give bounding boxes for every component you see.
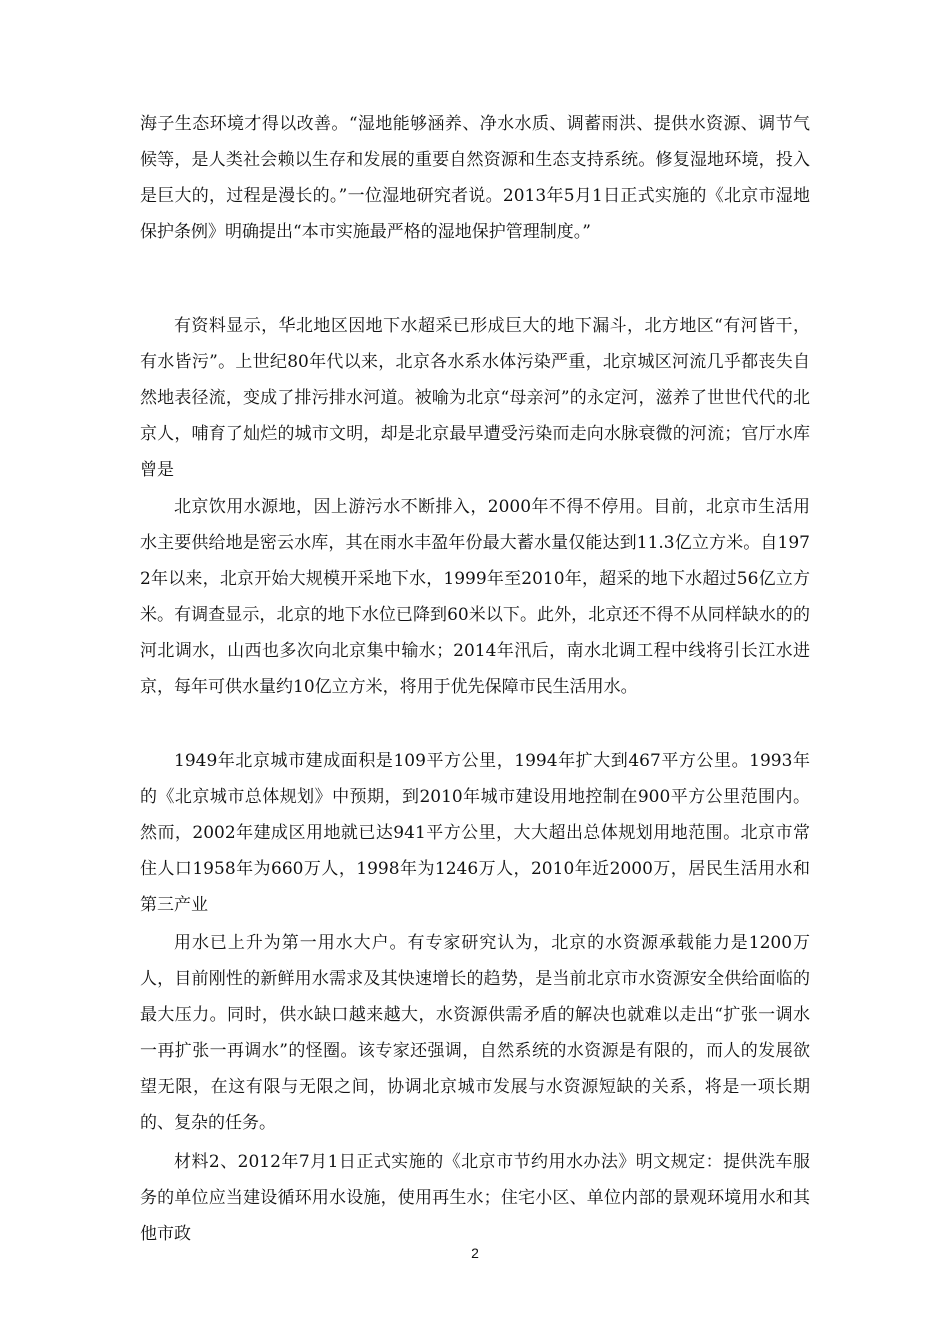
paragraph-wetland: 海子生态环境才得以改善。“湿地能够涵养、净水水质、调蓄雨洪、提供水资源、调节气候等，是人类社会赖以生存和发展的重要自然资源和生态支持系统。修复湿地环境，投入是巨大的，过程是漫长的。”一位湿地研究者说。2013年5月1日正式实施的《北京市湿地保护条例》明确提出“本市实施最严格的湿地保护管理制度。” [140,114,810,242]
page-number: 2 [471,1245,479,1261]
paragraph-material-2: 材料2、2012年7月1日正式实施的《北京市节约用水办法》明文规定：提供洗车服务的单位应当建设循环用水设施，使用再生水；住宅小区、单位内部的景观环境用水和其他市政 [140,1152,810,1244]
paragraph-capacity: 用水已上升为第一用水大户。有专家研究认为，北京的水资源承载能力是1200万人，目前刚性的新鲜用水需求及其快速增长的趋势，是当前北京市水资源安全供给面临的最大压力。同时，供水缺口越来越大，水资源供需矛盾的解决也就难以走出“扩张一调水一再扩张一再调水”的怪圈。该专家还强调，自然系统的水资源是有限的，而人的发展欲望无限，在这有限与无限之间，协调北京城市发展与水资源短缺的关系，将是一项长期的、复杂的任务。 [140,933,810,1133]
paragraph-water-supply: 北京饮用水源地，因上游污水不断排入，2000年不得不停用。目前，北京市生活用水主要供给地是密云水库，其在雨水丰盈年份最大蓄水量仅能达到11.3亿立方米。自1972年以来，北京开始大规模开采地下水，1999年至2010年，超采的地下水超过56亿立方米。有调查显示，北京的地下水位已降到60米以下。此外，北京还不得不从同样缺水的的河北调水，山西也多次向北京集中输水；2014年汛后，南水北调工程中线将引长江水进京，每年可供水量约10亿立方米，将用于优先保障市民生活用水。 [140,497,810,697]
paragraph-urban-growth: 1949年北京城市建成面积是109平方公里，1994年扩大到467平方公里。1993年的《北京城市总体规划》中预期，到2010年城市建设用地控制在900平方公里范围内。然而，2002年建成区用地就已达941平方公里，大大超出总体规划用地范围。北京市常住人口1958年为660万人，1998年为1246万人，2010年近2000万，居民生活用水和第三产业 [140,751,810,915]
paragraph-groundwater: 有资料显示，华北地区因地下水超采已形成巨大的地下漏斗，北方地区“有河皆干，有水皆污”。上世纪80年代以来，北京各水系水体污染严重，北京城区河流几乎都丧失自然地表径流，变成了排污排水河道。被喻为北京“母亲河”的永定河，滋养了世世代代的北京人，哺育了灿烂的城市文明，却是北京最早遭受污染而走向水脉衰微的河流；官厅水库曾是 [140,316,810,480]
